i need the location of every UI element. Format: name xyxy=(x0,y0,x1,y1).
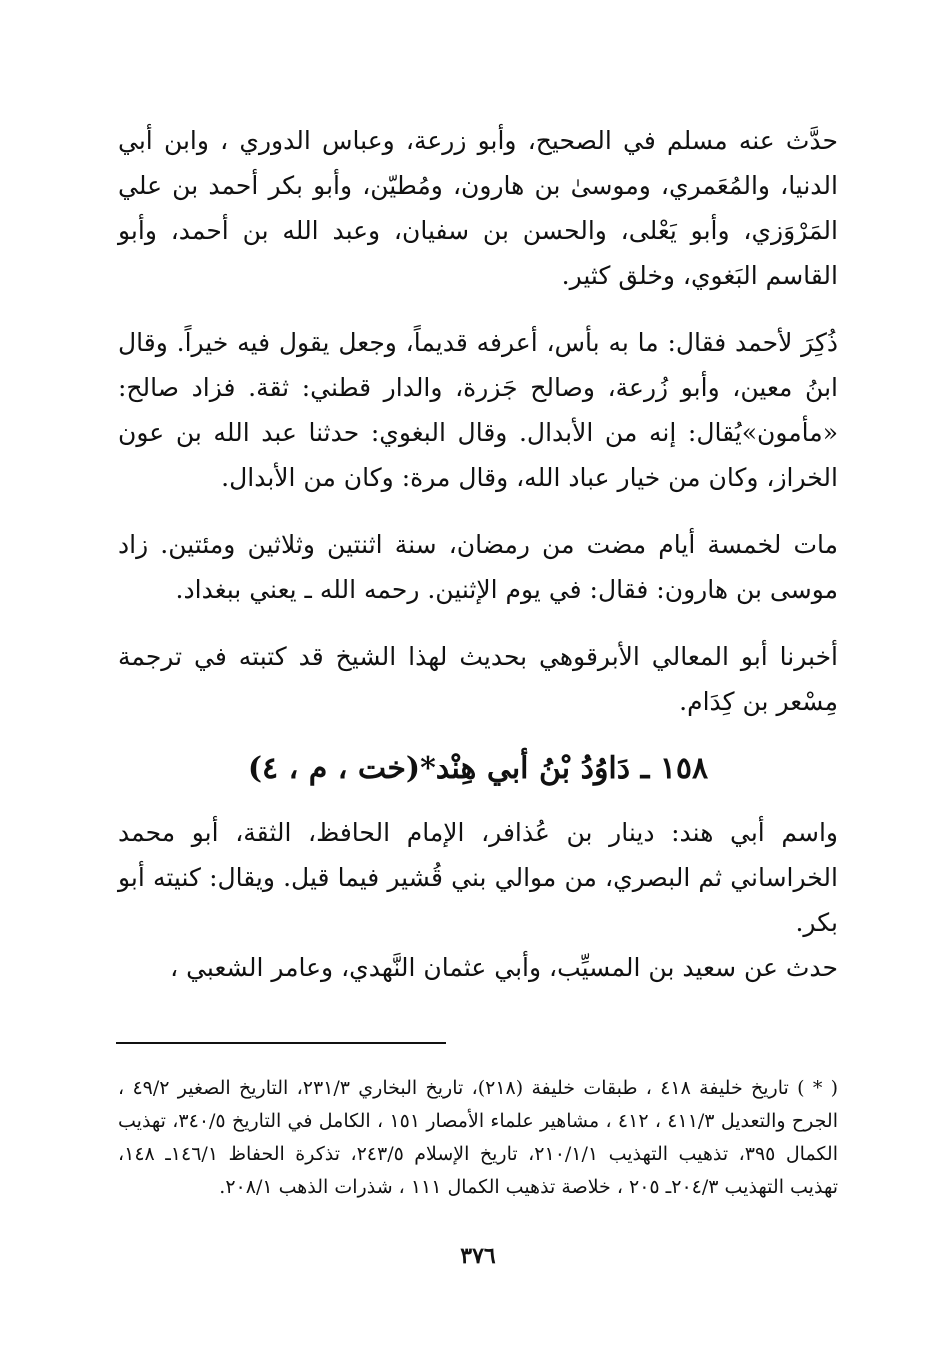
footnote-divider xyxy=(116,1042,446,1044)
entry-heading: ١٥٨ ـ دَاوُدُ بْنُ أبي هِنْد*(خت ، م ، ٤) xyxy=(247,751,709,786)
book-page xyxy=(118,118,838,1318)
grading-paragraph: ذُكِرَ لأحمد فقال: ما به بأس، أعرفه قديماً، وجعل يقول فيه خيراً. وقال ابنُ معين، وأبو زُرعة، وصالح جَزرة، والدار قطني: ثقة. فزاد صالح: «مأمون»يُقال: إنه من الأبدال. وقال البغوي: حدثنا عبد الله بن عون الخراز، وكان من خيار عباد الله، وقال مرة: وكان من الأبدال. xyxy=(118,328,838,492)
footnote-sources: ( * ) تاريخ خليفة ٤١٨ ، طبقات خليفة (٢١٨)، تاريخ البخاري ٢٣١/٣، التاريخ الصغير ٤٩/٢ ، الجرح والتعديل ٤١١/٣ ، ٤١٢ ، مشاهير علماء الأمصار ١٥١ ، الكامل في التاريخ ٣٤٠/٥، تهذيب الكمال ٣٩٥، تذهيب التهذيب ٢١٠/١/١، تاريخ الإسلام ٢٤٣/٥، تذكرة الحفاظ ١٤٦/١ـ ١٤٨، تهذيب التهذيب ٢٠٤/٣ـ ٢٠٥ ، خلاصة تذهيب الكمال ١١١ ، شذرات الذهب ٢٠٨/١. xyxy=(118,1077,839,1198)
hadith-reference-paragraph: أخبرنا أبو المعالي الأبرقوهي بحديث لهذا الشيخ قد كتبته في ترجمة مِسْعر بن كِدَام. xyxy=(118,642,838,716)
entry-teachers-paragraph: حدث عن سعيد بن المسيِّب، وأبي عثمان النَّهدي، وعامر الشعبي ، xyxy=(170,953,838,982)
entry-name-paragraph: واسم أبي هند: دينار بن عُذافر، الإمام الحافظ، الثقة، أبو محمد الخراساني ثم البصري، من موالي بني قُشير فيما قيل. ويقال: كنيته أبو بكر. xyxy=(118,818,838,937)
narrators-paragraph: حدَّث عنه مسلم في الصحيح، وأبو زرعة، وعباس الدوري ، وابن أبي الدنيا، والمُعَمري، وموسىٰ بن هارون، ومُطيّن، وأبو بكر أحمد بن علي المَرْوَزي، وأبو يَعْلى، والحسن بن سفيان، وعبد الله بن أحمد، وأبو القاسم البَغوي، وخلق كثير. xyxy=(118,126,838,290)
death-paragraph: مات لخمسة أيام مضت من رمضان، سنة اثنتين وثلاثين ومئتين. زاد موسى بن هارون: فقال: في يوم الإثنين. رحمه الله ـ يعني ببغداد. xyxy=(118,530,838,604)
page-number: ٣٧٦ xyxy=(460,1243,496,1269)
